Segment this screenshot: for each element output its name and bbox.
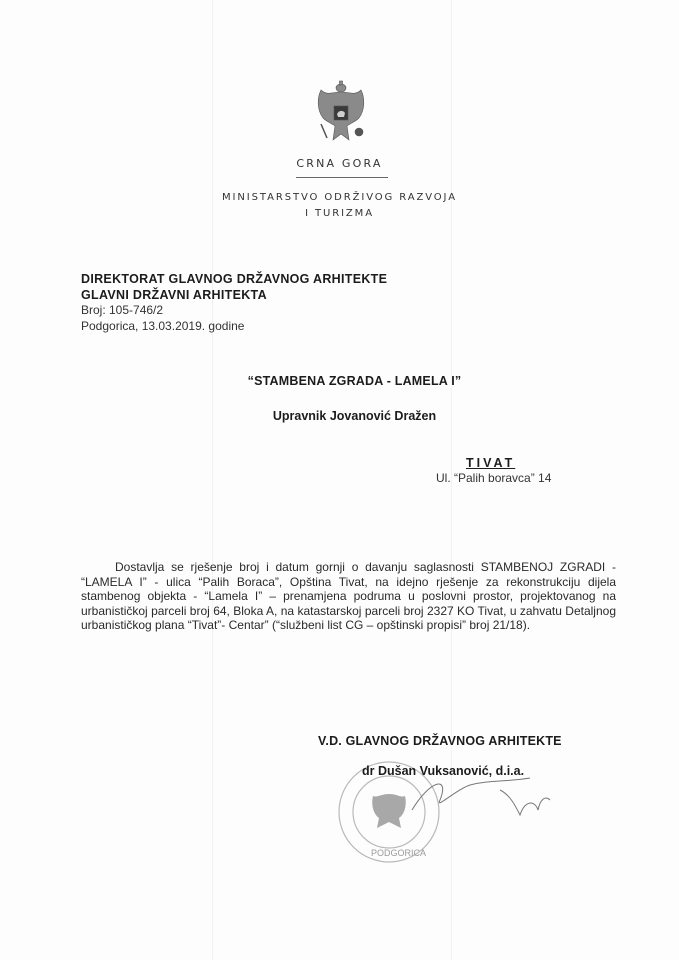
sender-block bbox=[81, 272, 387, 334]
header-divider bbox=[296, 177, 388, 178]
state-name: CRNA GORA bbox=[296, 157, 383, 170]
place-date: Podgorica, 13.03.2019. godine bbox=[81, 318, 245, 333]
recipient-street: Ul. “Palih boravca” 14 bbox=[436, 471, 552, 485]
signature-icon bbox=[410, 770, 560, 820]
recipient-title: “STAMBENA ZGRADA - LAMELA I” bbox=[247, 374, 462, 388]
recipient-city: TIVAT bbox=[466, 456, 516, 470]
reference-number: Broj: 105-746/2 bbox=[81, 303, 164, 317]
body-text bbox=[81, 560, 616, 633]
signer-title: V.D. GLAVNOG DRŽAVNOG ARHITEKTE bbox=[318, 734, 562, 748]
signer-name: dr Dušan Vuksanović, d.i.a. bbox=[362, 764, 525, 778]
ministry-name bbox=[0, 190, 679, 222]
coat-of-arms-icon bbox=[313, 80, 369, 150]
office-name: GLAVNI DRŽAVNI ARHITEKTA bbox=[81, 287, 267, 302]
ministry-line-2: I TURIZMA bbox=[305, 208, 374, 219]
body-paragraph: Dostavlja se rješenje broj i datum gornji o davanju saglasnosti STAMBENOJ ZGRADI - “LAMELA I” - ulica “Palih Boraca”, Opština Tivat, na idejno rješenje za rekonstrukciju dijela stambenog objekta - “Lamela I” – prenamjena podruma u poslovni prostor, projektovanog na urbanističkoj parceli broj 64, Bloka A, na katastarskoj parceli broj 2327 KO Tivat, u zahvatu Detaljnog urbanističkog plana “Tivat”- Centar” (“službeni list CG – opštinski propisi” broj 21/18). bbox=[81, 560, 616, 633]
ministry-line-1: MINISTARSTVO ODRŽIVOG RAZVOJA bbox=[222, 192, 457, 203]
stamp-text: PODGORICA bbox=[371, 848, 427, 858]
directorate-name: DIREKTORAT GLAVNOG DRŽAVNOG ARHITEKTE bbox=[81, 272, 388, 286]
scan-artifact bbox=[212, 0, 213, 960]
recipient-person: Upravnik Jovanović Dražen bbox=[272, 409, 437, 423]
